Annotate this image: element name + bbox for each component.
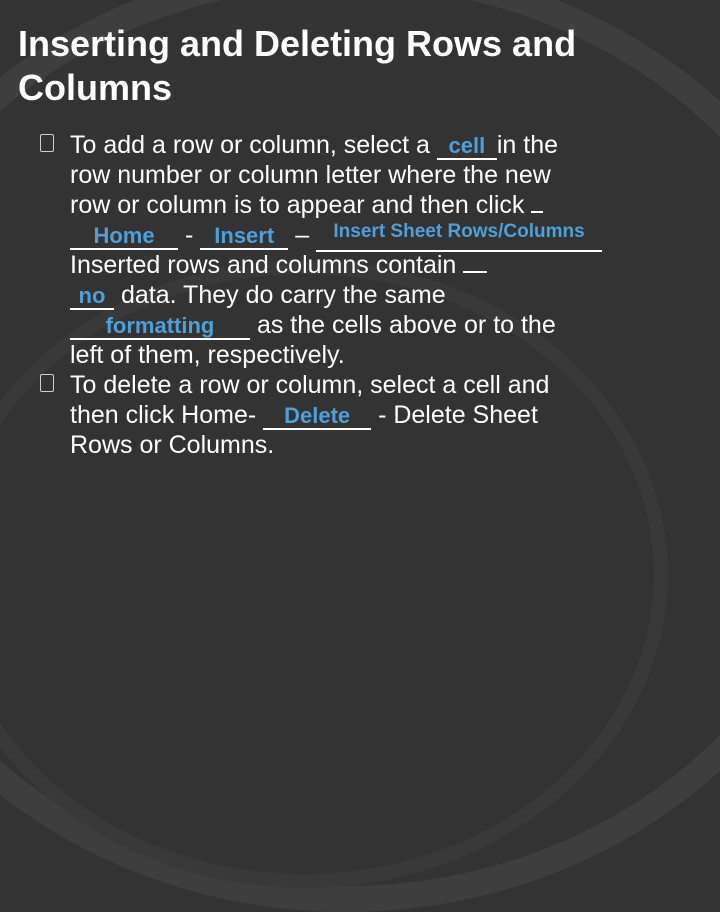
blank-no <box>70 283 114 310</box>
bullet-2-line-2 <box>50 400 700 430</box>
bullet-1-line-3 <box>50 190 700 220</box>
bullet-2-text: To delete a row or column, select a cell and <box>70 371 550 399</box>
blank-insert <box>200 223 288 250</box>
answer-delete: Delete <box>284 403 351 428</box>
separator: – <box>295 221 310 249</box>
bullet-2-line-2-pre: then click Home- <box>70 401 257 429</box>
blank-underline <box>531 211 543 213</box>
bullet-1-line-2: row number or column letter where the new <box>70 161 551 189</box>
title-line-1: Inserting and Deleting Rows and <box>18 23 577 64</box>
bullet-2-line-1 <box>50 370 700 400</box>
answer-formatting: formatting <box>105 313 215 338</box>
bullet-1-line-3-text: row or column is to appear and then click <box>70 191 525 219</box>
blank-cell <box>437 133 497 160</box>
bullet-2-line-2-post: - Delete Sheet <box>378 401 538 429</box>
blank-delete <box>263 403 371 430</box>
bullet-1-text-post: in the <box>496 131 559 159</box>
title-line-2: Columns <box>18 67 173 108</box>
answer-home: Home <box>93 223 155 248</box>
bullet-1-line-7-text: as the cells above or to the <box>256 311 556 339</box>
blank-underline <box>463 271 487 273</box>
bullet-1-line-6-text: data. They do carry the same <box>120 281 446 309</box>
bullet-1-line-8: left of them, respectively. <box>70 341 345 369</box>
answer-cell: cell <box>448 133 486 158</box>
separator: - <box>184 221 194 249</box>
bullet-box-icon <box>40 134 54 152</box>
bullet-1-line-7 <box>50 310 700 340</box>
bullet-2-line-3: Rows or Columns. <box>70 431 275 459</box>
bullet-1-line-6 <box>50 280 700 310</box>
blank-formatting <box>70 313 250 340</box>
bullet-1-line-5-text: Inserted rows and columns contain <box>70 251 457 279</box>
answer-no: no <box>78 283 106 308</box>
bullet-1-line-1 <box>50 130 700 160</box>
answer-insert-sheet: Insert Sheet Rows/Columns <box>333 221 585 242</box>
bullet-1-line-4 <box>50 220 700 250</box>
blank-home <box>70 223 178 250</box>
slide-title <box>18 22 708 110</box>
answer-insert: Insert <box>214 223 275 248</box>
bullet-1-line-5 <box>50 250 700 280</box>
bullet-box-icon <box>40 374 54 392</box>
blank-insert-sheet <box>316 223 602 252</box>
bullet-1-text: To add a row or column, select a <box>70 131 437 159</box>
slide-body <box>50 130 700 460</box>
